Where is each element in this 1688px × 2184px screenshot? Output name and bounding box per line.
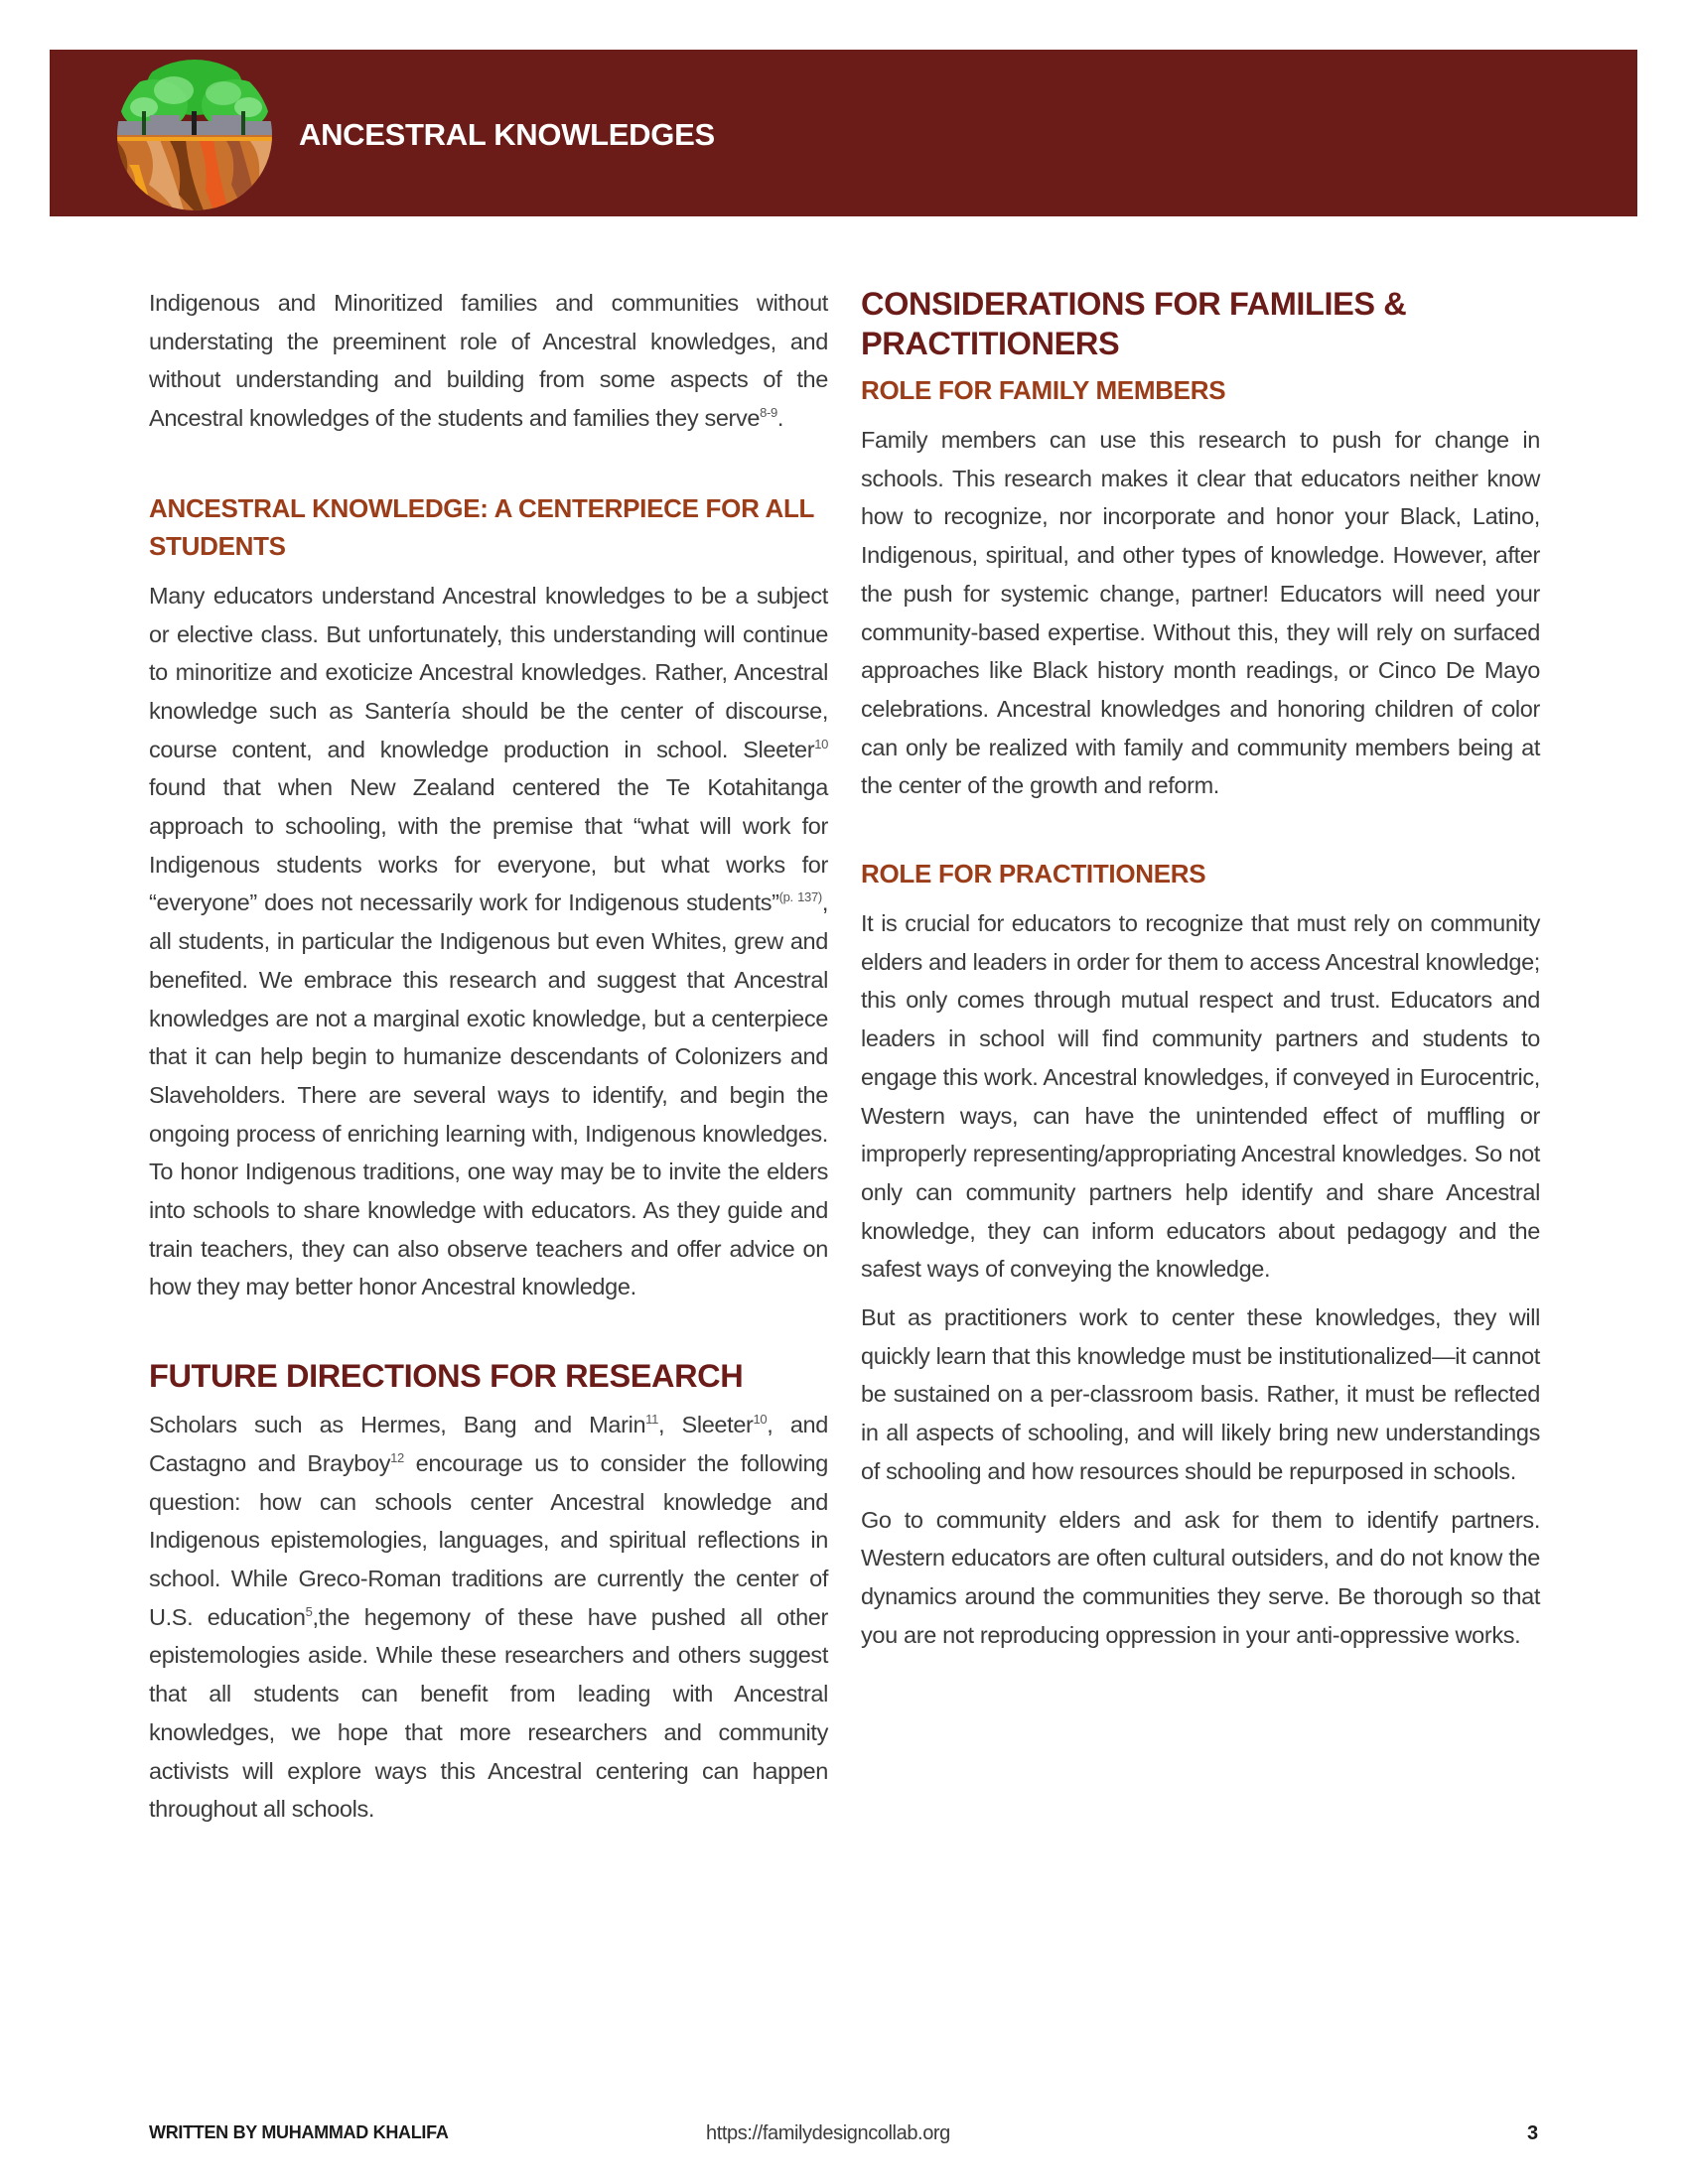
practitioners-heading: ROLE FOR PRACTITIONERS	[861, 859, 1206, 889]
future-directions-heading: FUTURE DIRECTIONS FOR RESEARCH	[149, 1358, 744, 1395]
page-number: 3	[1527, 2122, 1539, 2144]
centerpiece-text-3: , all students, in particular the Indigenous but even Whites, grew and benefited. We embrace this research and suggest that Ancestral knowledges are not a marginal exotic knowledge, but a centerpiece that it can help begin to humanize descendants of Colonizers and Slaveholders. There are several ways to identify, and begin the ongoing process of enriching learning with, Indigenous knowledges. To honor Indigenous traditions, one way may be to invite the elders into schools to share knowledge with educators. As they guide and train teachers, they can also observe teachers and offer advice on how they may better honor Ancestral knowledge.	[149, 889, 828, 1300]
future-text-d: encourage us to consider the following question: how can schools center Ancestral knowledge and Indigenous epistemologies, languages, and spiritual reflections in school. While Greco-Roman traditions are currently the center of U.S. education	[149, 1449, 828, 1630]
practitioners-paragraph-3: Go to community elders and ask for them to identify partners. Western educators are often cultural outsiders, and do not know the dynamics around the communities they serve. Be thorough so that you are not reproducing oppression in your anti-oppressive works.	[861, 1506, 1540, 1648]
citation-sup: 11	[645, 1412, 658, 1428]
citation-sup: 5	[305, 1603, 313, 1619]
intro-text: Indigenous and Minoritized families and communities without understating the preeminent role of Ancestral knowledges, and without understanding and building from some aspects of the Ancestral knowledges of the students and families they serve	[149, 290, 828, 432]
practitioners-paragraph-2: But as practitioners work to center these knowledges, they will quickly learn that this knowledge must be institutionalized—it cannot be sustained on a per-classroom basis. Rather, it must be reflected in all aspects of schooling, and will likely bring new understandings of schooling and how resources should be repurposed in schools.	[861, 1304, 1540, 1484]
intro-tail: .	[776, 405, 784, 432]
practitioners-paragraph-1: It is crucial for educators to recognize that must rely on community elders and leaders in order for them to access Ancestral knowledge; this only comes through mutual respect and trust. Educators and leaders in school will find community partners and students to engage this work. Ancestral knowledges, if conveyed in Eurocentric, Western ways, can have the unintended effect of muffling or improperly representing/appropriating Ancestral knowledges. So not only can community partners help identify and share Ancestral knowledge, they can inform educators about pedagogy and the safest ways of conveying the knowledge.	[861, 910, 1540, 1283]
family-members-heading: ROLE FOR FAMILY MEMBERS	[861, 375, 1226, 405]
future-text-c: , and Castagno and Brayboy	[149, 1412, 828, 1476]
citation-sup: (p. 137)	[778, 889, 822, 905]
centerpiece-text-1: Many educators understand Ancestral knowledges to be a subject or elective class. But unfortunately, this understanding will continue to minoritize and exoticize Ancestral knowledges. Rather, Ancestral knowledge such as Santería should be the center of discourse, course content, and knowledge production in school. Sleeter	[149, 582, 828, 762]
considerations-heading: CONSIDERATIONS FOR FAMILIES & PRACTITIONERS	[861, 286, 1407, 361]
future-text-b: , Sleeter	[657, 1412, 754, 1438]
citation-sup: 12	[390, 1450, 404, 1466]
citation-sup: 10	[814, 736, 828, 751]
family-members-paragraph: Family members can use this research to push for change in schools. This research makes it clear that educators neither know how to recognize, nor incorporate and honor your Black, Latino, Indigenous, spiritual, and other types of knowledge. However, after the push for systemic change, partner! Educators will need your community-based expertise. Without this, they will rely on surfaced approaches like Black history month readings, or Cinco De Mayo celebrations. Ancestral knowledges and honoring children of color can only be realized with family and community members being at the center of the growth and reform.	[861, 427, 1540, 799]
centerpiece-heading: ANCESTRAL KNOWLEDGE: A CENTERPIECE FOR ALL STUDENTS	[149, 492, 814, 561]
future-text-a: Scholars such as Hermes, Bang and Marin	[149, 1412, 646, 1438]
citation-sup: 8-9	[760, 405, 777, 421]
tree-with-roots-logo-icon	[114, 56, 275, 210]
header-banner	[50, 50, 1637, 216]
right-column	[861, 284, 1540, 1654]
centerpiece-paragraph	[149, 577, 828, 1306]
left-column	[149, 284, 828, 1829]
banner-title: ANCESTRAL KNOWLEDGES	[299, 117, 715, 152]
future-text-e: ,the hegemony of these have pushed all other epistemologies aside. While these researchers and others suggest that all students can benefit from leading with Ancestral knowledges, we hope that more researchers and community activists will explore ways this Ancestral centering can happen throughout all schools.	[149, 1603, 828, 1823]
intro-paragraph	[149, 284, 828, 438]
footer-author: WRITTEN BY MUHAMMAD KHALIFA	[149, 2122, 449, 2142]
footer-url-link[interactable]: https://familydesigncollab.org	[706, 2122, 950, 2144]
future-directions-paragraph	[149, 1406, 828, 1829]
centerpiece-text-2: found that when New Zealand centered the Te Kotahitanga approach to schooling, with the premise that “what will work for Indigenous students works for everyone, but what works for “everyone” does not necessarily work for Indigenous students”	[149, 774, 828, 916]
citation-sup: 10	[753, 1412, 768, 1428]
